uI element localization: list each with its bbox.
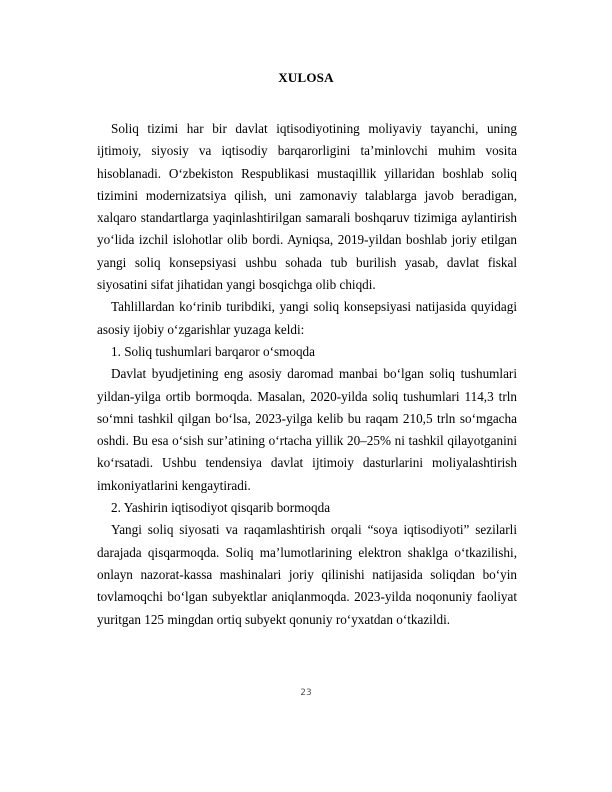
paragraph-analysis: Tahlillardan ko‘rinib turibdiki, yangi soliq konsepsiyasi natijasida quyidagi asosiy ijobiy o‘zgarishlar yuzaga keldi: bbox=[97, 299, 517, 337]
section-heading-shadow-economy: 2. Yashirin iqtisodiyot qisqarib bormoqda bbox=[111, 500, 331, 516]
paragraph-tax-revenue: Davlat byudjetining eng asosiy daromad manbai bo‘lgan soliq tushumlari yildan-yilga ortib bormoqda. Masalan, 2020-yilda soliq tushumlari 114,3 trln so‘mni tashkil qilgan bo‘lsa, 2023-yilga kelib bu raqam 210,5 trln so‘mgacha oshdi. Bu esa o‘sish sur’atining o‘rtacha yillik 20–25% ni tashkil qilayotganini ko‘rsatadi. Ushbu tendensiya davlat ijtimoiy dasturlarini moliyalashtirish imkoniyatlarini kengaytiradi. bbox=[97, 366, 517, 493]
section-heading-tax-revenue: 1. Soliq tushumlari barqaror o‘smoqda bbox=[111, 343, 316, 359]
paragraph-shadow-economy: Yangi soliq siyosati va raqamlashtirish orqali “soya iqtisodiyoti” sezilarli darajada qisqarmoqda. Soliq ma’lumotlarining elektron shaklga o‘tkazilishi, onlayn nazorat-kassa mashinalari joriy qilinishi natijasida soliqdan bo‘yin tovlamoqchi bo‘lgan subyektlar aniqlanmoqda. 2023-yilda noqonuniy faoliyat yuritgan 125 mingdan ortiq subyekt qonuniy ro‘yxatdan o‘tkazildi. bbox=[97, 522, 517, 627]
document-title: XULOSA bbox=[278, 70, 334, 85]
paragraph-intro: Soliq tizimi har bir davlat iqtisodiyotining moliyaviy tayanchi, uning ijtimoiy, siyosiy va iqtisodiy barqarorligini ta’minlovchi muhim vosita hisoblanadi. O‘zbekiston Respublikasi mustaqillik yillaridan boshlab soliq tizimini modernizatsiya qilish, uni zamonaviy talablarga javob beradigan, xalqaro standartlarga yaqinlashtirilgan samarali boshqaruv tizimiga aylantirish yo‘lida izchil islohotlar olib bordi. Ayniqsa, 2019-yildan boshlab joriy etilgan yangi soliq konsepsiyasi ushbu sohada tub burilish yasab, davlat fiskal siyosatini sifat jihatidan yangi bosqichga olib chiqdi. bbox=[97, 121, 517, 293]
document-body bbox=[97, 118, 517, 631]
page-number: 23 bbox=[300, 688, 312, 698]
